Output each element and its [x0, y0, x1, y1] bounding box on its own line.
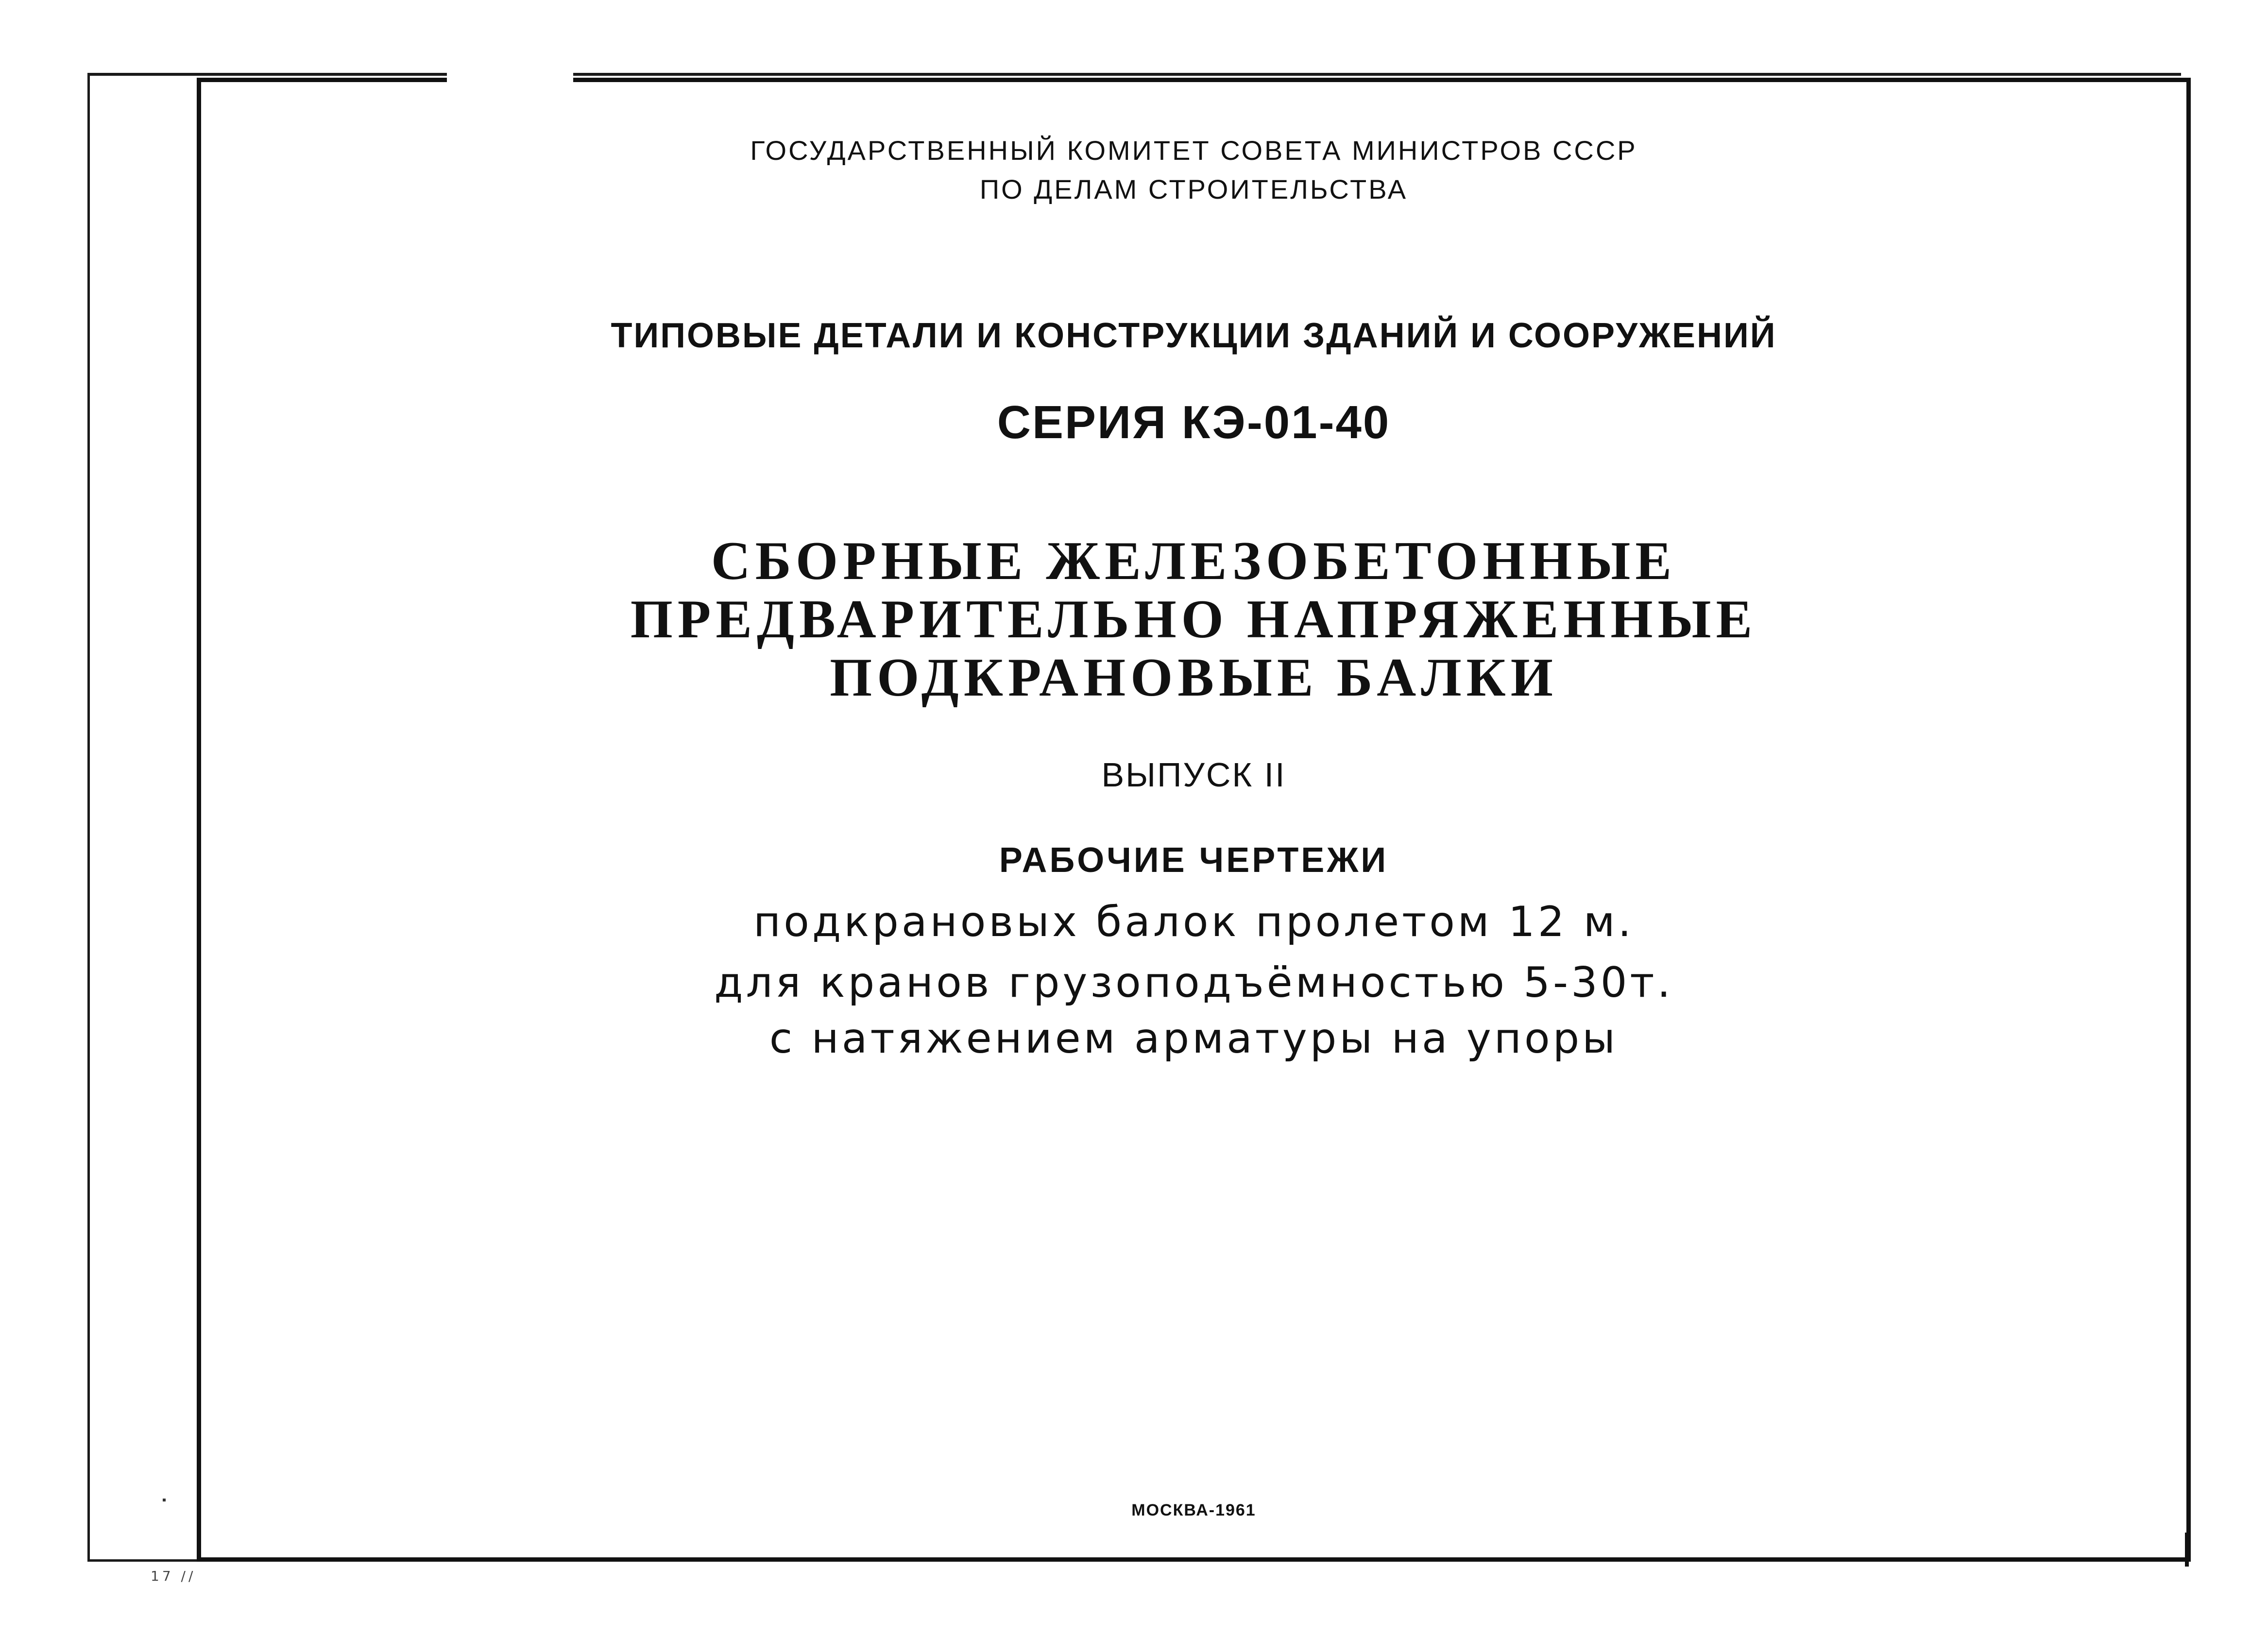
scan-speck [163, 1499, 166, 1501]
outer-frame-top-line [87, 73, 2181, 76]
description-line-2: для кранов грузоподъёмностью 5-30т. [714, 958, 1673, 1007]
committee-line-2: ПО ДЕЛАМ СТРОИТЕЛЬСТВА [979, 174, 1408, 205]
frame-right-tick [2185, 1533, 2189, 1567]
main-title-line-1: СБОРНЫЕ ЖЕЛЕЗОБЕТОННЫЕ [711, 531, 1677, 591]
drawing-frame [197, 78, 2191, 1562]
issue-label: ВЫПУСК II [1101, 756, 1286, 794]
main-title-line-2: ПРЕДВАРИТЕЛЬНО НАПРЯЖЕННЫЕ [630, 589, 1757, 649]
series-number: СЕРИЯ КЭ-01-40 [997, 396, 1391, 448]
corner-mark: 17 // [151, 1568, 196, 1584]
description-line-3: с натяжением арматуры на упоры [769, 1014, 1619, 1063]
main-title-line-3: ПОДКРАНОВЫЕ БАЛКИ [830, 648, 1558, 708]
publication-place-year: МОСКВА-1961 [1131, 1501, 1256, 1519]
description-line-1: подкрановых балок пролетом 12 м. [753, 898, 1635, 946]
drawings-label: РАБОЧИЕ ЧЕРТЕЖИ [999, 841, 1389, 880]
committee-line-1: ГОСУДАРСТВЕННЫЙ КОМИТЕТ СОВЕТА МИНИСТРОВ СССР [750, 135, 1637, 166]
frame-gap [447, 68, 573, 83]
series-heading: ТИПОВЫЕ ДЕТАЛИ И КОНСТРУКЦИИ ЗДАНИЙ И СООРУЖЕНИЙ [611, 316, 1777, 355]
outer-frame-left-line [87, 73, 90, 1559]
